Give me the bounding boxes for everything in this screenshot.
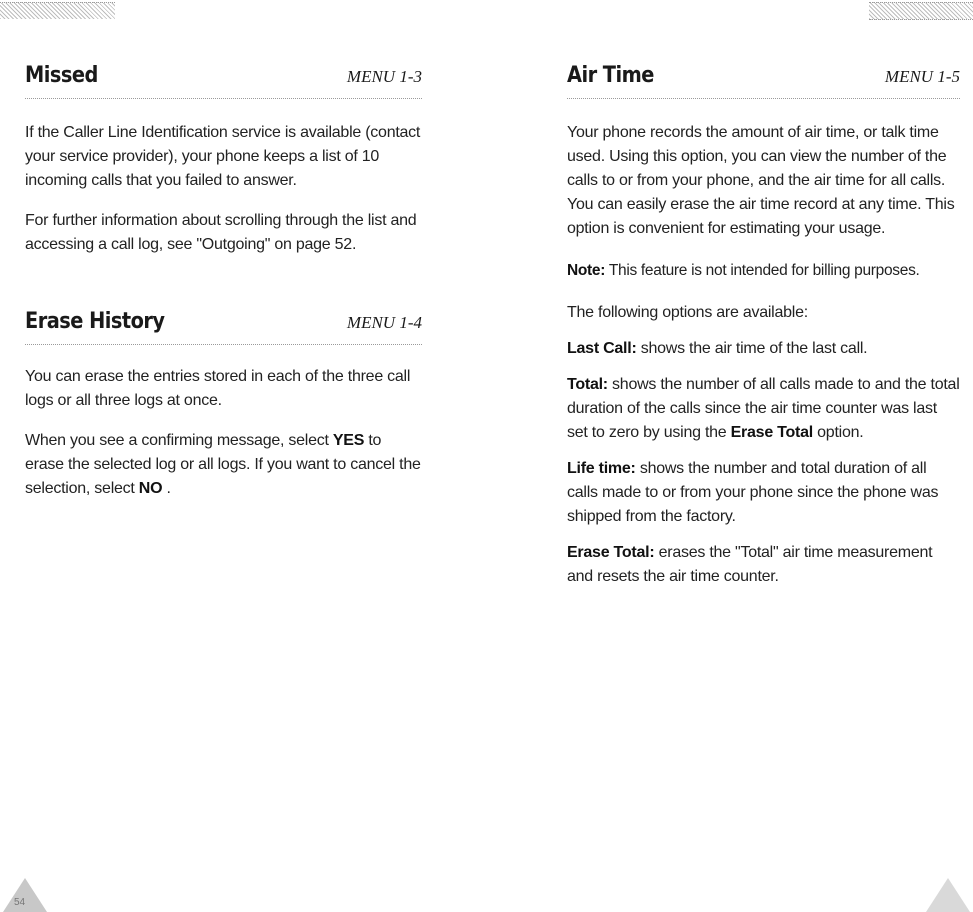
section-divider: [567, 98, 960, 99]
text-run: If the Caller Line Identification service is available (contact your service provider), your phone keeps a list of 10 incoming calls that you failed to answer.: [25, 124, 421, 189]
section-title: Missed: [25, 63, 98, 88]
section-divider: [25, 344, 422, 345]
text-run: option.: [812, 424, 864, 441]
right-header-tab-decoration: [869, 2, 973, 20]
option-description: [567, 457, 960, 529]
bold-term: NO: [138, 480, 163, 497]
left-header-tab-decoration: [0, 2, 115, 19]
option-description: [567, 541, 960, 589]
text-run: This feature is not intended for billing purposes.: [605, 262, 920, 279]
bold-term: Erase Total: [730, 424, 813, 441]
paragraph: [25, 121, 422, 193]
paragraph: [567, 121, 960, 241]
bold-term: YES: [332, 432, 365, 449]
text-run: You can erase the entries stored in each of the three call logs or all three logs at once.: [25, 368, 411, 409]
section-header: [567, 52, 960, 92]
section-title: Erase History: [25, 309, 165, 334]
text-run: For further information about scrolling through the list and accessing a call log, see "Outgoing" on page 52.: [25, 212, 417, 253]
section-missed: [25, 52, 422, 257]
bold-term: Erase Total:: [567, 544, 655, 561]
menu-reference: MENU 1-5: [884, 67, 960, 86]
text-run: shows the number and total duration of all calls made to or from your phone since the phone was shipped from the factory.: [567, 460, 939, 525]
text-run: When you see a confirming message, select: [25, 432, 333, 449]
section-header: [25, 298, 422, 338]
text-run: shows the number of all calls made to and the total duration of the calls since the air time counter was last set to zero by using the: [567, 376, 960, 441]
text-run: .: [162, 480, 171, 497]
paragraph: [25, 365, 422, 413]
paragraph: [567, 301, 960, 325]
menu-reference: MENU 1-3: [346, 67, 422, 86]
text-run: erases the "Total" air time measurement and resets the air time counter.: [567, 544, 933, 585]
note-paragraph: [567, 259, 960, 283]
bold-term: Life time:: [567, 460, 636, 477]
section-title: Air Time: [567, 63, 654, 88]
paragraph: [25, 209, 422, 257]
bold-term: Last Call:: [567, 340, 637, 357]
option-description: [567, 337, 960, 361]
text-run: to erase the selected log or all logs. If you want to cancel the selection, select: [25, 432, 421, 497]
bold-term: Note:: [567, 262, 606, 279]
page-number: 54: [14, 897, 26, 908]
section-divider: [25, 98, 422, 99]
section-erase-history: [25, 298, 422, 501]
option-description: [567, 373, 960, 445]
menu-reference: MENU 1-4: [346, 313, 422, 332]
page-corner-marker-right: [926, 878, 970, 912]
paragraph: [25, 429, 422, 501]
section-air-time: [567, 52, 960, 589]
bold-term: Total:: [567, 376, 608, 393]
text-run: Your phone records the amount of air time, or talk time used. Using this option, you can view the number of the calls to or from your phone, and the air time for all calls. You can easily erase the air time record at any time. This option is convenient for estimating your usage.: [567, 124, 955, 237]
section-header: [25, 52, 422, 92]
text-run: shows the air time of the last call.: [636, 340, 868, 357]
text-run: The following options are available:: [567, 304, 808, 321]
